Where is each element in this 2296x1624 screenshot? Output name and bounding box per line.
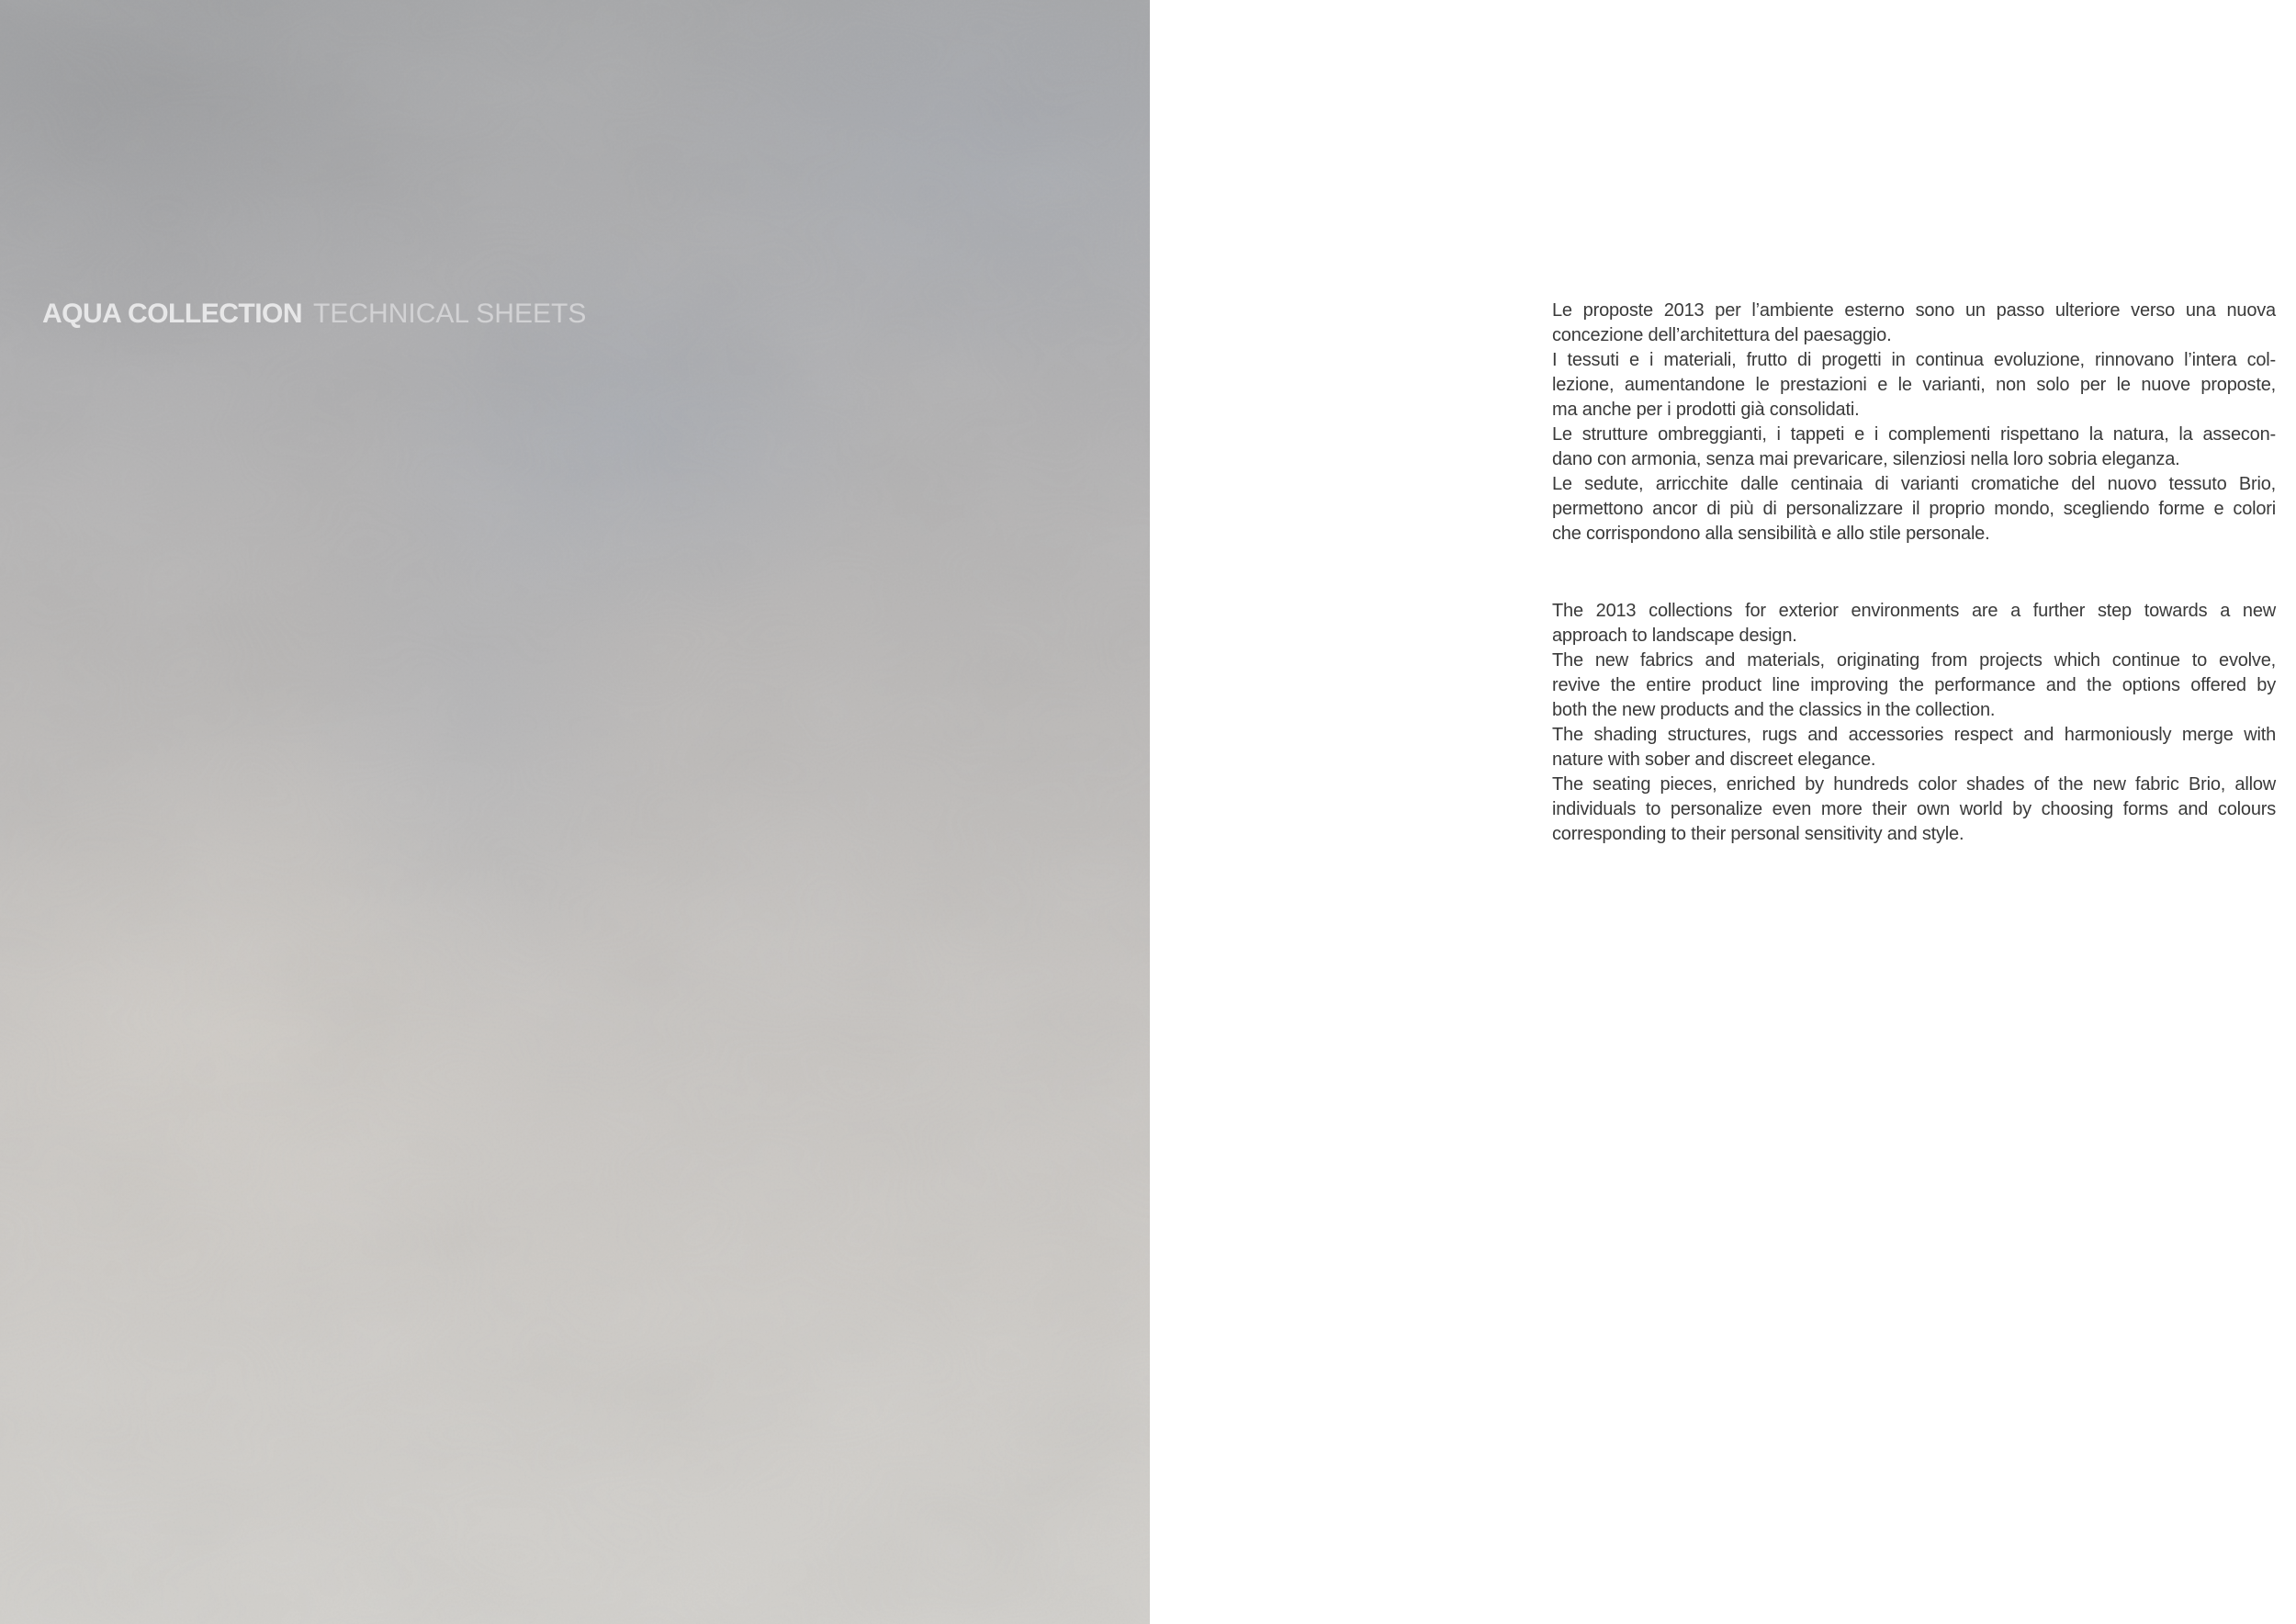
text-line: approach to landscape design. [1552, 626, 1797, 646]
text-line: dano con armonia, senza mai prevaricare, silenziosi nella loro sobria eleganza. [1552, 449, 2180, 469]
text-line: permettono ancor di più di personalizzare il proprio mondo, scegliendo forme e colori [1552, 499, 2276, 519]
cover-subtitle: TECHNICAL SHEETS [313, 299, 587, 329]
text-line: individuals to personalize even more their own world by choosing forms and colours [1552, 799, 2276, 819]
text-line: Le sedute, arricchite dalle centinaia di varianti cromatiche del nuovo tessuto Brio, [1552, 474, 2276, 494]
cover-title [42, 299, 586, 329]
text-line: nature with sober and discreet elegance. [1552, 750, 1876, 770]
intro-italian-block [1552, 299, 2276, 547]
text-line: The new fabrics and materials, originating from projects which continue to evolve, [1552, 650, 2276, 671]
text-line: corresponding to their personal sensitivity and style. [1552, 824, 1964, 844]
paragraph [1552, 773, 2276, 847]
text-line: both the new products and the classics in the collection. [1552, 700, 1996, 720]
text-line: The shading structures, rugs and accessories respect and harmoniously merge with [1552, 725, 2276, 745]
paragraph [1552, 599, 2276, 648]
text-line: I tessuti e i materiali, frutto di progetti in continua evoluzione, rinnovano l’intera col- [1552, 350, 2276, 370]
text-line: Le proposte 2013 per l’ambiente esterno sono un passo ulteriore verso una nuova [1552, 300, 2276, 321]
paragraph [1552, 723, 2276, 773]
intro-english-block [1552, 599, 2276, 847]
paragraph [1552, 472, 2276, 547]
text-line: concezione dell’architettura del paesaggio. [1552, 325, 1892, 345]
text-line: The 2013 collections for exterior environments are a further step towards a new [1552, 601, 2276, 621]
paragraph [1552, 348, 2276, 423]
text-line: ma anche per i prodotti già consolidati. [1552, 400, 1860, 420]
text-line: The seating pieces, enriched by hundreds color shades of the new fabric Brio, allow [1552, 774, 2276, 795]
text-line: lezione, aumentandone le prestazioni e le varianti, non solo per le nuove proposte, [1552, 375, 2276, 395]
intro-text-column [1552, 299, 2276, 847]
paragraph [1552, 648, 2276, 723]
paragraph [1552, 299, 2276, 348]
paragraph [1552, 423, 2276, 472]
collection-title: AQUA COLLECTION [42, 299, 303, 329]
text-line: Le strutture ombreggianti, i tappeti e i complementi rispettano la natura, la assecon- [1552, 424, 2276, 445]
text-line: che corrispondono alla sensibilità e allo stile personale. [1552, 524, 1990, 544]
text-line: revive the entire product line improving the performance and the options offered by [1552, 675, 2276, 695]
